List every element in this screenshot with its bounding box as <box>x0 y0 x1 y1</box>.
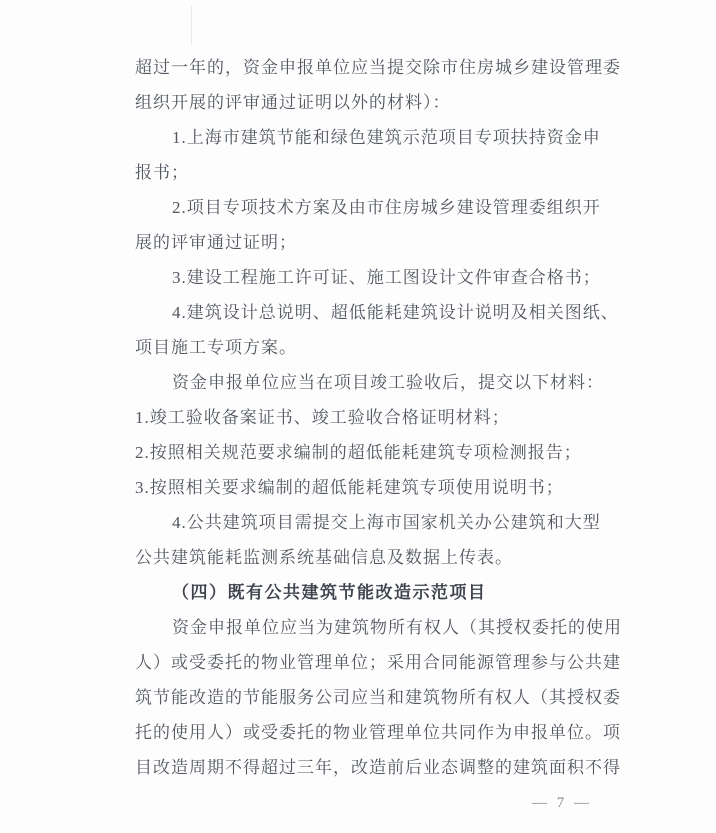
list-item: 1.竣工验收备案证书、竣工验收合格证明材料； <box>135 408 510 427</box>
text-line: 展的评审通过证明； <box>135 233 297 252</box>
text-line: 项目施工专项方案。 <box>135 338 297 357</box>
page-number: — 7 — <box>532 795 592 811</box>
text-line: 人）或受委托的物业管理单位；采用合同能源管理参与公共建 <box>135 653 621 672</box>
document-body <box>135 50 627 785</box>
text-line: 资金申报单位应当在项目竣工验收后，提交以下材料： <box>172 373 604 392</box>
text-line: 组织开展的评审通过证明以外的材料）： <box>135 93 451 112</box>
text-line: 资金申报单位应当为建筑物所有权人（其授权委托的使用 <box>172 618 622 637</box>
text-line: 目改造周期不得超过三年，改造前后业态调整的建筑面积不得 <box>135 758 621 777</box>
text-line: 超过一年的，资金申报单位应当提交除市住房城乡建设管理委 <box>135 58 621 77</box>
list-item: 3.建设工程施工许可证、施工图设计文件审查合格书； <box>172 268 601 287</box>
text-line: 报书； <box>135 163 189 182</box>
scan-artifact <box>191 6 192 44</box>
list-item: 1.上海市建筑节能和绿色建筑示范项目专项扶持资金申 <box>172 128 601 147</box>
text-line: 托的使用人）或受委托的物业管理单位共同作为申报单位。项 <box>135 723 621 742</box>
section-heading: （四）既有公共建筑节能改造示范项目 <box>172 583 487 602</box>
list-item: 4.建筑设计总说明、超低能耗建筑设计说明及相关图纸、 <box>172 303 619 322</box>
list-item: 2.按照相关规范要求编制的超低能耗建筑专项检测报告； <box>135 443 582 462</box>
list-item: 2.项目专项技术方案及由市住房城乡建设管理委组织开 <box>172 198 601 217</box>
list-item: 4.公共建筑项目需提交上海市国家机关办公建筑和大型 <box>172 513 601 532</box>
list-item: 3.按照相关要求编制的超低能耗建筑专项使用说明书； <box>135 478 564 497</box>
text-line: 公共建筑能耗监测系统基础信息及数据上传表。 <box>135 548 513 567</box>
text-line: 筑节能改造的节能服务公司应当和建筑物所有权人（其授权委 <box>135 688 621 707</box>
